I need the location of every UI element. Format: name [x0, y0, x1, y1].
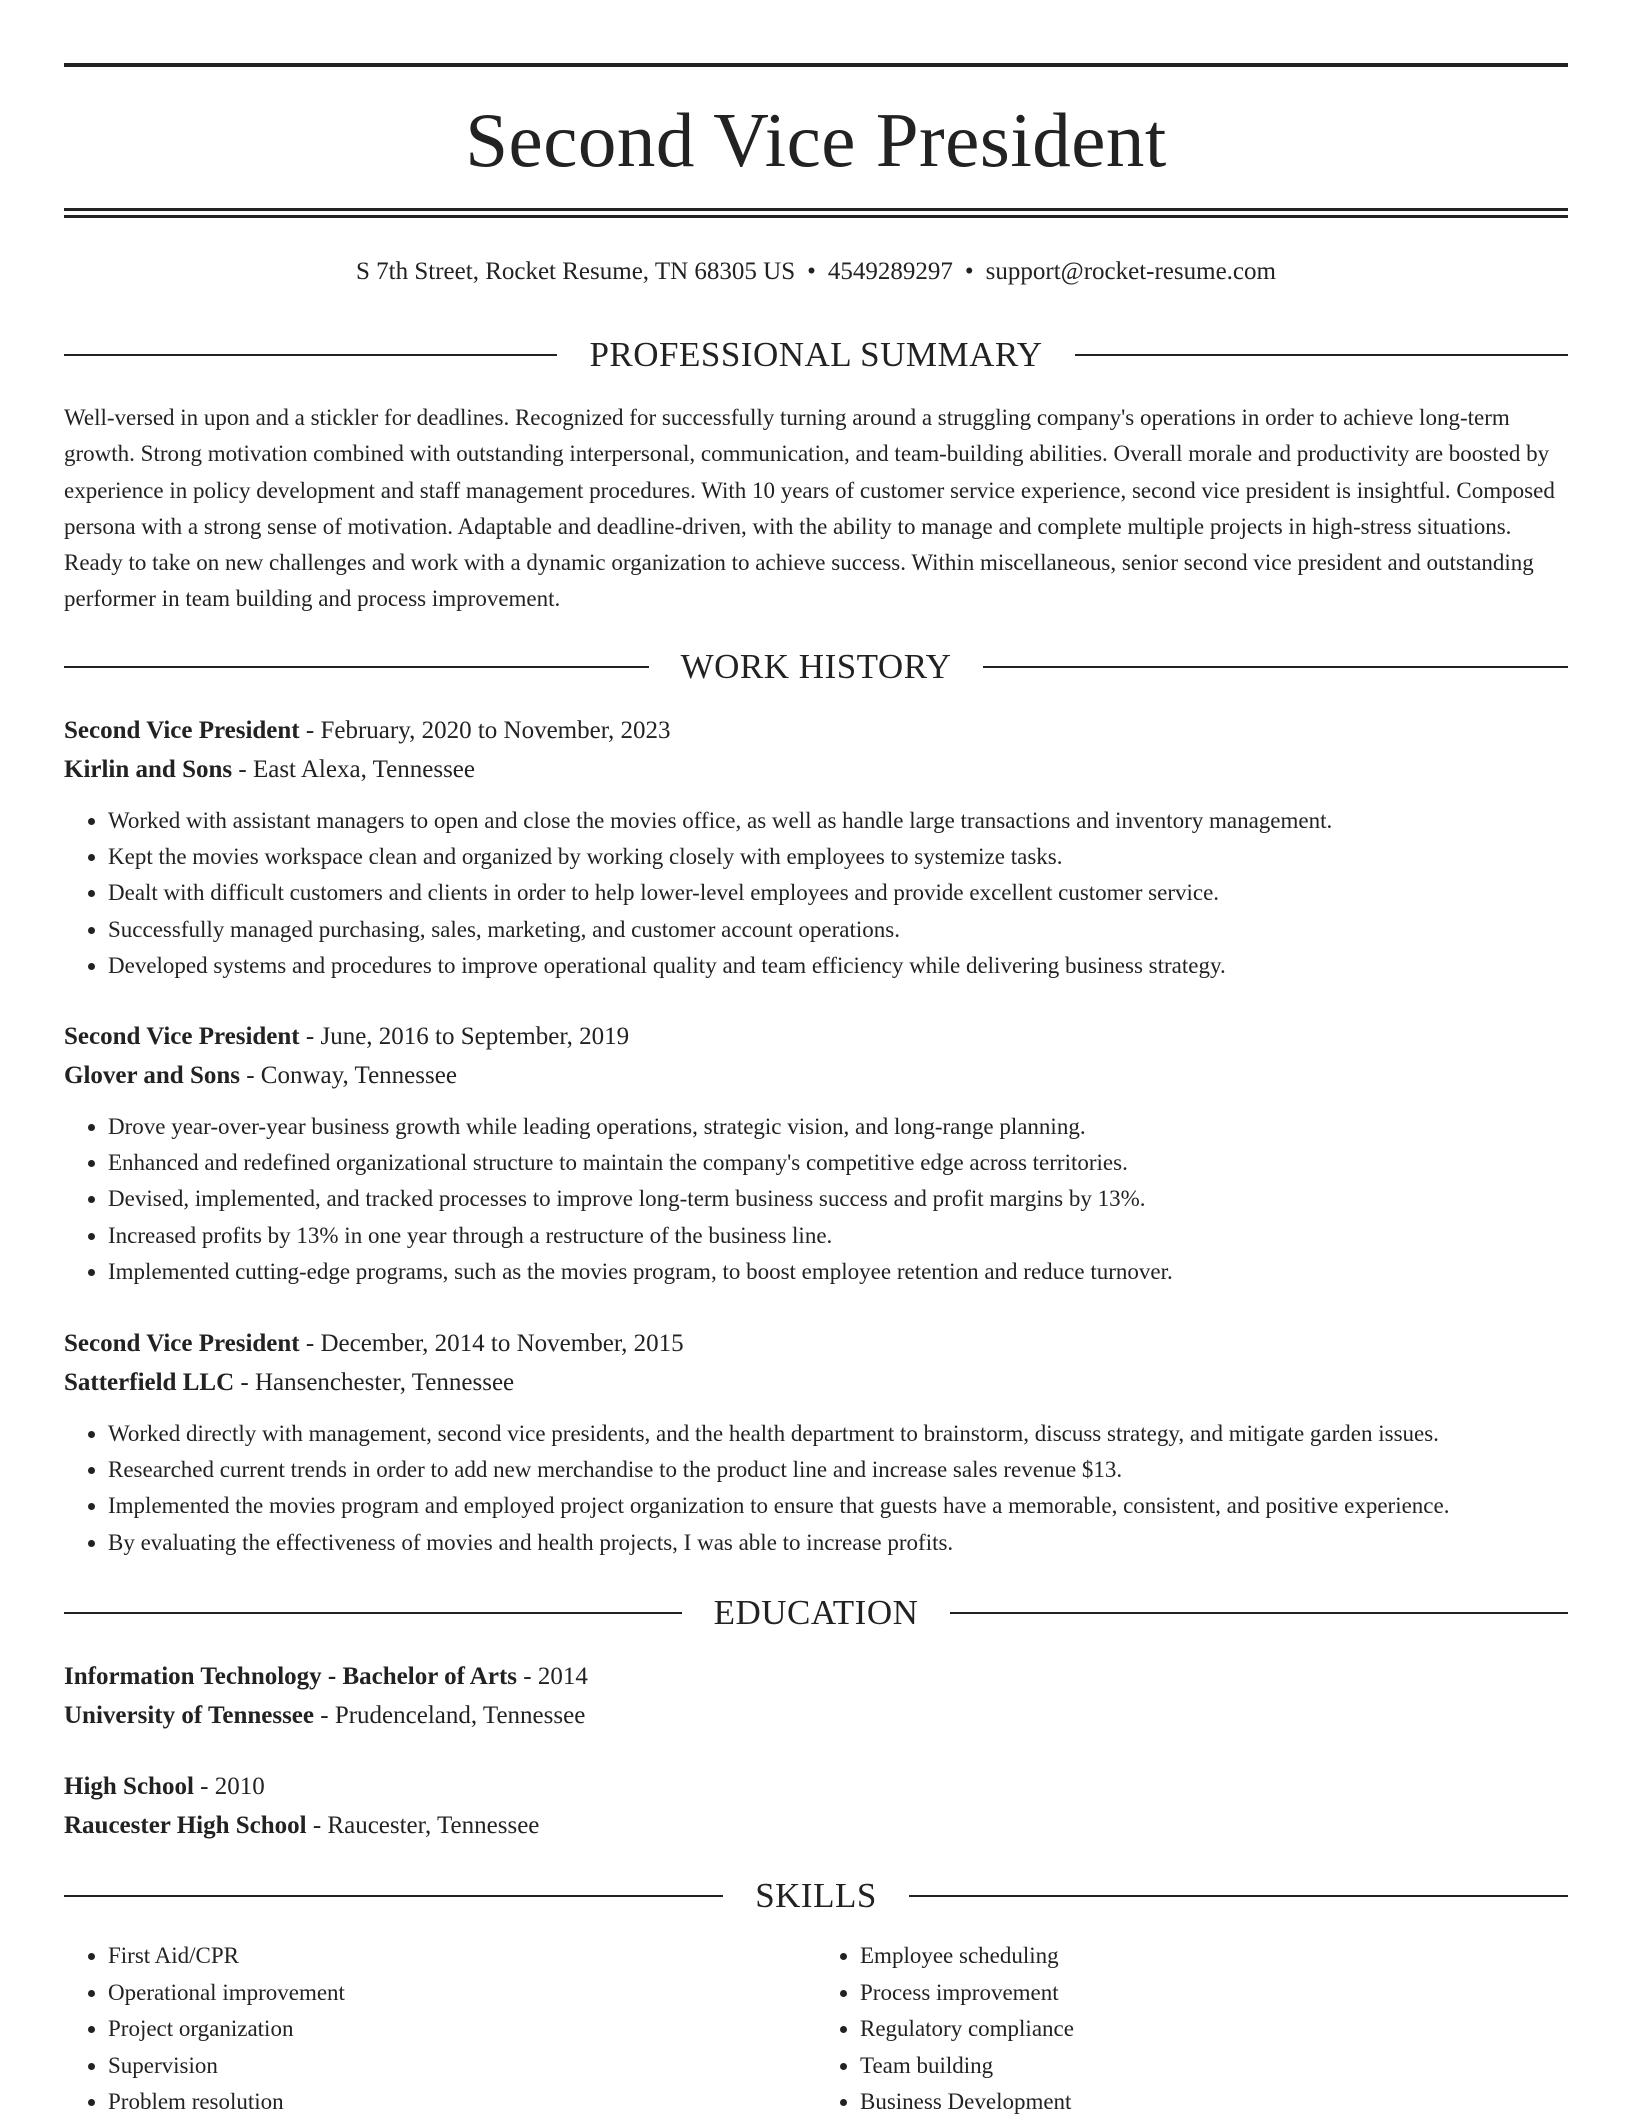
job-bullet: • Developed systems and procedures to improve operational quality and team efficiency while delivering business strategy.: [108, 948, 1568, 984]
job-company-line: [64, 1364, 1568, 1403]
education-school-line: [64, 1807, 1568, 1846]
job-bullet: • Implemented the movies program and employed project organization to ensure that guests have a memorable, consistent, and positive experience.: [108, 1488, 1568, 1524]
education-degree-line: [64, 1658, 1568, 1697]
heading-rule: [909, 1895, 1568, 1897]
name-double-rule: [64, 208, 1568, 218]
job-company: Glover and Sons: [64, 1061, 240, 1089]
job-title-line: [64, 1325, 1568, 1364]
skill-item: • Process improvement: [860, 1975, 1568, 2012]
job-dates: - February, 2020 to November, 2023: [299, 717, 671, 744]
job-location: - East Alexa, Tennessee: [232, 755, 475, 783]
job-title: Second Vice President: [64, 1023, 300, 1050]
education-year: - 2014: [517, 1663, 588, 1690]
education-location: - Prudenceland, Tennessee: [314, 1701, 586, 1729]
skills-list: [64, 1938, 1568, 2121]
heading-rule: [64, 354, 557, 356]
education-location: - Raucester, Tennessee: [306, 1811, 540, 1839]
education-entry: [64, 1658, 1568, 1735]
job-dates: - December, 2014 to November, 2015: [299, 1330, 684, 1357]
summary-text: Well-versed in upon and a stickler for deadlines. Recognized for successfully turning around a struggling company's operations in order to achieve long-term growth. Strong motivation combined with outstanding interpersonal, communication, and team-building abilities. Overall morale and productivity are boosted by experience in policy development and staff management procedures. With 10 years of customer service experience, second vice president is insightful. Composed persona with a strong sense of motivation. Adaptable and deadline-driven, with the ability to manage and complete multiple projects in high-stress situations. Ready to take on new challenges and work with a dynamic organization to achieve success. Within miscellaneous, senior second vice president and outstanding performer in team building and process improvement.: [64, 405, 1555, 612]
heading-rule: [1075, 354, 1568, 356]
skill-item: • Supervision: [108, 2048, 816, 2085]
summary-heading: [64, 333, 1568, 377]
skill-item: • First Aid/CPR: [108, 1938, 816, 1975]
education-degree: High School: [64, 1773, 194, 1800]
top-rule: [64, 63, 1568, 67]
education-school-line: [64, 1697, 1568, 1736]
job-bullets: [64, 803, 1568, 984]
job-bullet: • Enhanced and redefined organizational structure to maintain the company's competitive edge across territories.: [108, 1145, 1568, 1181]
heading-rule: [950, 1612, 1568, 1614]
education-entry: [64, 1768, 1568, 1845]
job-company: Kirlin and Sons: [64, 755, 233, 783]
heading-rule: [64, 1612, 682, 1614]
job-bullet: • Devised, implemented, and tracked processes to improve long-term business success and profit margins by 13%.: [108, 1181, 1568, 1217]
heading-rule: [64, 1895, 723, 1897]
job-bullet: • Worked with assistant managers to open and close the movies office, as well as handle large transactions and inventory management.: [108, 803, 1568, 839]
education-degree-line: [64, 1768, 1568, 1807]
skill-item: • Project organization: [108, 2011, 816, 2048]
job-title: Second Vice President: [64, 717, 300, 744]
education-school: Raucester High School: [64, 1811, 307, 1839]
contact-separator: •: [807, 258, 816, 285]
contact-line: [64, 255, 1568, 289]
skill-item: • Regulatory compliance: [860, 2011, 1568, 2048]
contact-phone: 4549289297: [827, 258, 953, 285]
summary-title: PROFESSIONAL SUMMARY: [589, 335, 1043, 374]
education-title: EDUCATION: [713, 1593, 919, 1632]
job-title-line: [64, 1018, 1568, 1057]
job-title: Second Vice President: [64, 1330, 300, 1357]
job-dates: - June, 2016 to September, 2019: [299, 1023, 630, 1050]
education-year: - 2010: [193, 1773, 265, 1800]
resume-name: Second Vice President: [465, 97, 1167, 183]
skill-item: • Business Development: [860, 2084, 1568, 2121]
heading-rule: [983, 666, 1568, 668]
job-bullet: • Dealt with difficult customers and clients in order to help lower-level employees and provide excellent customer service.: [108, 875, 1568, 911]
education-heading: [64, 1591, 1568, 1635]
job-location: - Conway, Tennessee: [239, 1061, 457, 1089]
job-company: Satterfield LLC: [64, 1368, 235, 1396]
job-bullet: • By evaluating the effectiveness of movies and health projects, I was able to increase profits.: [108, 1525, 1568, 1561]
work-history-heading: [64, 645, 1568, 689]
job-bullet: • Increased profits by 13% in one year through a restructure of the business line.: [108, 1218, 1568, 1254]
contact-address: S 7th Street, Rocket Resume, TN 68305 US: [356, 258, 796, 285]
skill-item: • Team building: [860, 2048, 1568, 2085]
skill-item: • Operational improvement: [108, 1975, 816, 2012]
job-bullets: [64, 1109, 1568, 1290]
education-degree: Information Technology - Bachelor of Arts: [64, 1663, 518, 1690]
skills-column-right: [816, 1938, 1568, 2121]
contact-separator: •: [964, 258, 974, 285]
job-entry: [64, 1018, 1568, 1290]
skill-item: • Problem resolution: [108, 2084, 816, 2121]
job-location: - Hansenchester, Tennessee: [234, 1368, 515, 1396]
job-bullet: • Researched current trends in order to add new merchandise to the product line and increase sales revenue $13.: [108, 1452, 1568, 1488]
skill-item: • Employee scheduling: [860, 1938, 1568, 1975]
job-bullet: • Worked directly with management, second vice presidents, and the health department to brainstorm, discuss strategy, and mitigate garden issues.: [108, 1416, 1568, 1452]
job-bullet: • Successfully managed purchasing, sales, marketing, and customer account operations.: [108, 912, 1568, 948]
skills-heading: [64, 1874, 1568, 1918]
job-bullet: • Implemented cutting-edge programs, such as the movies program, to boost employee retention and reduce turnover.: [108, 1254, 1568, 1290]
job-bullet: • Kept the movies workspace clean and organized by working closely with employees to systemize tasks.: [108, 839, 1568, 875]
skills-column-left: [64, 1938, 816, 2121]
job-bullet: • Drove year-over-year business growth while leading operations, strategic vision, and long-range planning.: [108, 1109, 1568, 1145]
contact-email: support@rocket-resume.com: [985, 258, 1276, 285]
skills-title: SKILLS: [755, 1876, 877, 1915]
job-bullets: [64, 1416, 1568, 1561]
job-company-line: [64, 751, 1568, 790]
job-entry: [64, 1325, 1568, 1561]
job-entry: [64, 712, 1568, 984]
job-title-line: [64, 712, 1568, 751]
work-history-title: WORK HISTORY: [680, 647, 952, 686]
education-school: University of Tennessee: [64, 1701, 314, 1729]
heading-rule: [64, 666, 649, 668]
job-company-line: [64, 1057, 1568, 1096]
